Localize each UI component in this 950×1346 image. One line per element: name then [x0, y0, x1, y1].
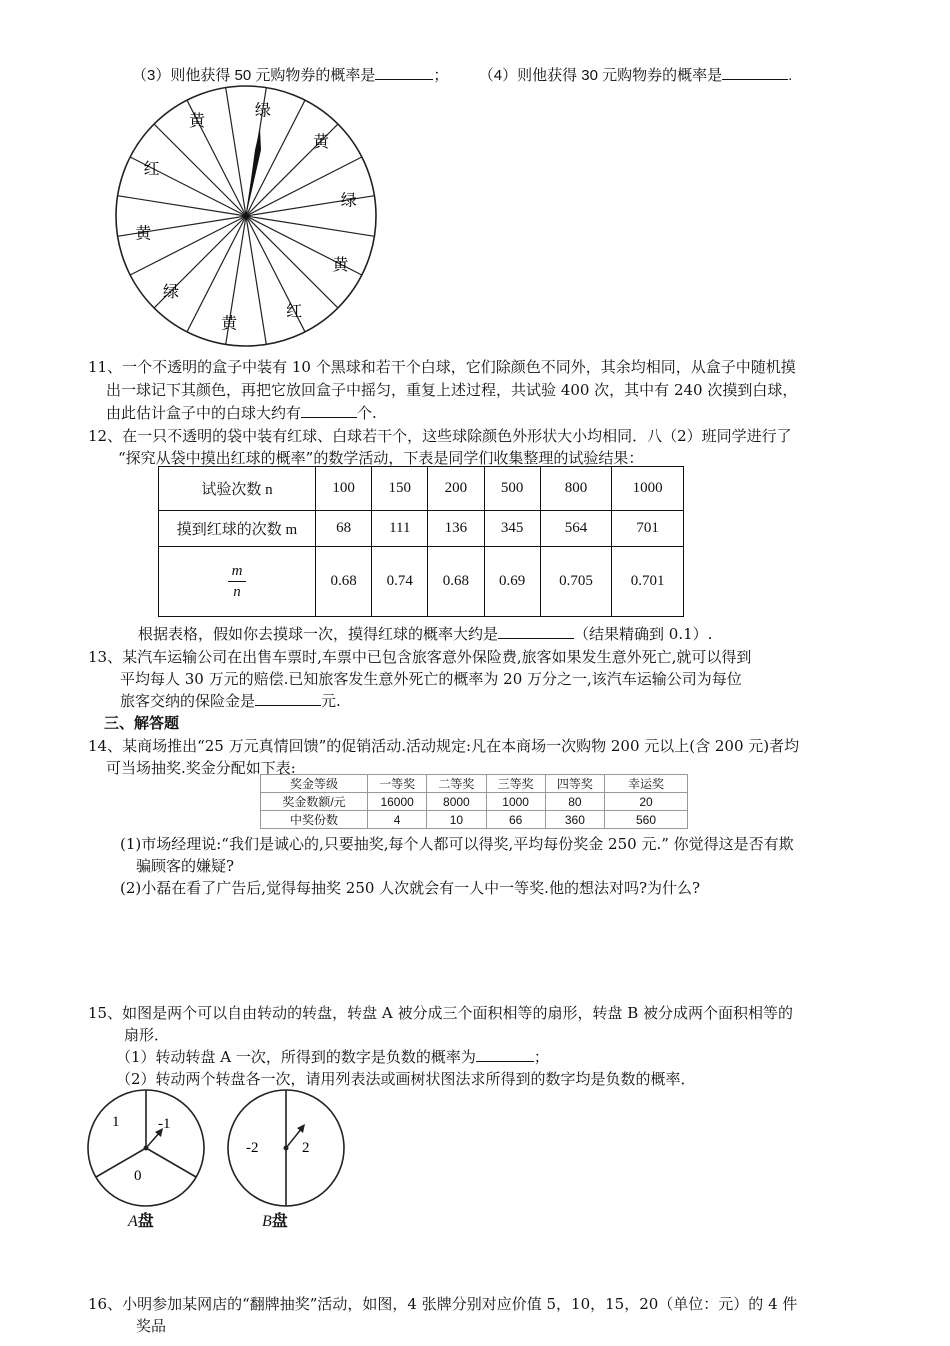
disk-b-label: 2 [302, 1140, 310, 1156]
q11-line3: 由此估计盒子中的白球大约有 个. [106, 404, 377, 422]
prize-wheel [108, 82, 384, 358]
q15-line1: 15、如图是两个可以自由转动的转盘，转盘 A 被分成三个面积相等的扇形，转盘 B 被分成两个面积相等的 [88, 1004, 794, 1022]
q11-line2: 出一球记下其颜色，再把它放回盒子中摇匀，重复上述过程，共试验 400 次，其中有 240 次摸到白球， [106, 381, 798, 399]
disk-a-center [144, 1146, 149, 1151]
table-row [159, 511, 684, 547]
table-cell: 1000 [612, 467, 684, 511]
wheel-sector-line [154, 124, 246, 216]
table-cell: 500 [484, 467, 540, 511]
table-cell: 一等奖 [368, 775, 427, 793]
table-cell: 111 [372, 511, 428, 547]
table-cell: 20 [605, 793, 688, 811]
wheel-sectors [116, 86, 376, 346]
q11-line1: 11、一个不透明的盒子中装有 10 个黑球和若干个白球，它们除颜色不同外，其余均相同，从盒子中随机摸 [88, 358, 796, 376]
table-cell: 4 [368, 811, 427, 829]
table-cell: 80 [545, 793, 604, 811]
table-cell: 试验次数 n [159, 467, 316, 511]
table-cell: 0.705 [540, 547, 612, 617]
wheel-label: 黄 [312, 132, 330, 151]
q12-after: 根据表格，假如你去摸球一次，摸得红球的概率大约是 （结果精确到 0.1）. [138, 625, 713, 643]
q15-sub2: （2）转动两个转盘各一次，请用列表法或画树状图法求所得到的数字均是负数的概率． [116, 1070, 696, 1088]
table-row [261, 775, 688, 793]
table-cell: 66 [486, 811, 545, 829]
table-cell: 564 [540, 511, 612, 547]
table-row [261, 793, 688, 811]
table-cell: 150 [372, 467, 428, 511]
table-cell: 幸运奖 [605, 775, 688, 793]
table-cell: 68 [316, 511, 372, 547]
wheel-label: 黄 [188, 110, 206, 130]
fraction-m-over-n: $\frac{m}{n}$ [228, 561, 247, 602]
table-cell: 10 [427, 811, 486, 829]
table-cell: 1000 [486, 793, 545, 811]
table-cell: 0.74 [372, 547, 428, 617]
table-cell: 100 [316, 467, 372, 511]
table-row [159, 547, 684, 617]
disk-a-label: 0 [134, 1168, 142, 1184]
q16-line2: 奖品 [136, 1317, 167, 1335]
wheel-label: 红 [143, 158, 160, 178]
table-cell: 二等奖 [427, 775, 486, 793]
q12-line2: “探究从袋中摸出红球的概率”的数学活动，下表是同学们收集整理的试验结果： [118, 449, 644, 467]
table-cell: 800 [540, 467, 612, 511]
wheel-label: 红 [286, 301, 303, 321]
wheel-label: 黄 [135, 223, 152, 243]
section-heading: 三、解答题 [104, 714, 180, 732]
table-cell: 360 [545, 811, 604, 829]
q13-line3: 旅客交纳的保险金是 元. [120, 692, 341, 710]
table-cell: 摸到红球的次数 m [159, 511, 316, 547]
table-cell: 四等奖 [545, 775, 604, 793]
q14-prize-table [260, 774, 688, 829]
table-row [261, 811, 688, 829]
q14-sub2: (2)小磊在看了广告后,觉得每抽奖 250 人次就会有一人中一等奖.他的想法对吗?为什么? [120, 879, 701, 897]
table-row [159, 467, 684, 511]
table-cell: 0.68 [316, 547, 372, 617]
answer-blank[interactable] [375, 79, 433, 80]
answer-blank[interactable] [301, 417, 357, 418]
disk-a-label: -1 [158, 1116, 171, 1132]
table-cell: 136 [428, 511, 484, 547]
disk-b-center [284, 1146, 289, 1151]
spinner-disk-a [84, 1088, 212, 1208]
q14-line2: 可当场抽奖.奖金分配如下表: [106, 759, 296, 777]
disk-a-caption: A盘 [128, 1213, 154, 1230]
q12-line1: 12、在一只不透明的袋中装有红球、白球若干个，这些球除颜色外形状大小均相同．八（2）班同学进行了 [88, 427, 792, 445]
q15-sub1: （1）转动转盘 A 一次，所得到的数字是负数的概率为 ； [116, 1048, 549, 1066]
table-cell: 0.68 [428, 547, 484, 617]
wheel-label: 黄 [221, 313, 238, 333]
q14-sub1-line2: 骗顾客的嫌疑? [136, 857, 235, 875]
q10-line: （3）则他获得 50 元购物券的概率是 ； （4）则他获得 30 元购物券的概率是 . [132, 67, 793, 84]
answer-blank[interactable] [476, 1061, 534, 1062]
wheel-center [244, 214, 249, 219]
q16-line1: 16、小明参加某网店的“翻牌抽奖”活动，如图，4 张牌分别对应价值 5，10，15，20（单位：元）的 4 件 [88, 1295, 798, 1313]
answer-blank[interactable] [255, 705, 321, 706]
table-cell: 200 [428, 467, 484, 511]
disk-a-label: 1 [112, 1114, 120, 1130]
q12-table [158, 466, 684, 617]
wheel-label: 绿 [340, 190, 357, 210]
answer-blank[interactable] [722, 79, 788, 80]
disk-b-pointer [286, 1128, 302, 1148]
q13-line2: 平均每人 30 万元的赔偿.已知旅客发生意外死亡的概率为 20 万分之一,该汽车运输公司为每位 [120, 670, 742, 688]
table-cell: 0.69 [484, 547, 540, 617]
table-cell: 8000 [427, 793, 486, 811]
disk-b-label: -2 [246, 1140, 259, 1156]
wheel-label: 绿 [254, 100, 271, 120]
table-cell [159, 547, 316, 617]
q15-line2: 扇形． [124, 1026, 170, 1044]
spinner-disk-b [222, 1088, 350, 1208]
q14-line1: 14、某商场推出“25 万元真情回馈”的促销活动.活动规定:凡在本商场一次购物 200 元以上(含 200 元)者均 [88, 737, 800, 755]
table-cell: 0.701 [612, 547, 684, 617]
q14-sub1-line1: (1)市场经理说:“我们是诚心的,只要抽奖,每个人都可以得奖,平均每份奖金 250 元.” 你觉得这是否有欺 [120, 835, 794, 853]
table-cell: 中奖份数 [261, 811, 368, 829]
answer-blank[interactable] [498, 638, 574, 639]
disk-a-divider [146, 1148, 196, 1177]
table-cell: 345 [484, 511, 540, 547]
table-cell: 三等奖 [486, 775, 545, 793]
disk-b-caption: B盘 [262, 1213, 288, 1230]
table-cell: 16000 [368, 793, 427, 811]
table-cell: 奖金数额/元 [261, 793, 368, 811]
table-cell: 奖金等级 [261, 775, 368, 793]
wheel-sector-line [246, 216, 338, 308]
wheel-label: 绿 [162, 282, 180, 301]
q13-line1: 13、某汽车运输公司在出售车票时,车票中已包含旅客意外保险费,旅客如果发生意外死亡,就可以得到 [88, 648, 752, 666]
table-cell: 701 [612, 511, 684, 547]
table-cell: 560 [605, 811, 688, 829]
wheel-label: 黄 [332, 255, 349, 275]
